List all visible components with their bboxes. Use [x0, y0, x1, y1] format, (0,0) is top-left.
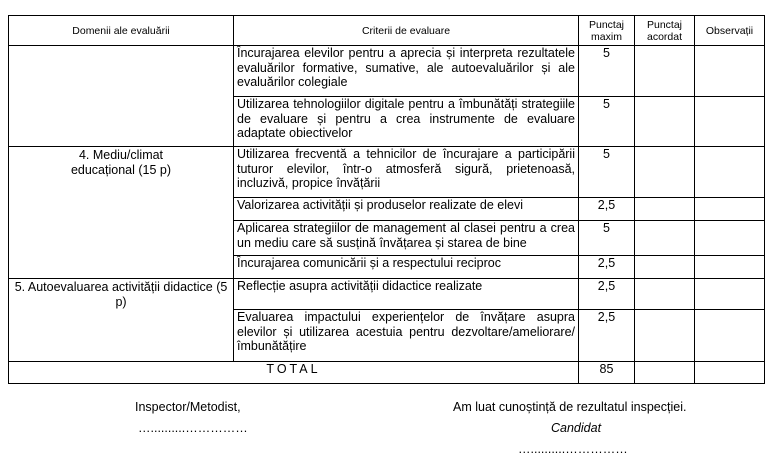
- criterion-cell: Încurajarea elevilor pentru a aprecia și interpreta rezultatele evaluărilor formative, sumative, ale autoevaluărilor și ale evaluărilor colegiale: [234, 46, 579, 97]
- observations-cell[interactable]: [695, 279, 765, 310]
- header-granted: Punctaj acordat: [635, 16, 695, 46]
- total-label: TOTAL: [9, 362, 579, 384]
- observations-cell[interactable]: [695, 310, 765, 362]
- criterion-cell: Evaluarea impactului experiențelor de învățare asupra elevilor și utilizarea acestuia pentru dezvoltare/ameliorare/ îmbunătățire: [234, 310, 579, 362]
- table-row: [9, 279, 765, 310]
- granted-cell[interactable]: [635, 279, 695, 310]
- inspector-signature-line: …..........……………: [138, 421, 248, 435]
- max-points-cell: 5: [579, 97, 635, 147]
- header-row: [9, 16, 765, 46]
- granted-cell[interactable]: [635, 310, 695, 362]
- candidate-signature-line: …..........……………: [518, 442, 628, 456]
- domain-label: 5. Autoevaluarea activității didactice (5 p): [14, 280, 228, 309]
- header-max-points: Punctaj maxim: [579, 16, 635, 46]
- observations-cell[interactable]: [695, 147, 765, 198]
- max-points-cell: 2,5: [579, 310, 635, 362]
- observations-cell[interactable]: [695, 46, 765, 97]
- header-criteria: Criterii de evaluare: [234, 16, 579, 46]
- granted-cell[interactable]: [635, 147, 695, 198]
- granted-cell[interactable]: [635, 198, 695, 221]
- candidate-label: Candidat: [551, 421, 602, 435]
- acknowledgement-text: Am luat cunoștință de rezultatul inspecției.: [453, 400, 687, 414]
- granted-cell[interactable]: [635, 46, 695, 97]
- domain-label: 4. Mediu/climat educațional (15 p): [70, 148, 172, 177]
- domain-cell: [9, 279, 234, 362]
- criterion-cell: Reflecție asupra activității didactice realizate: [234, 279, 579, 310]
- max-points-cell: 2,5: [579, 198, 635, 221]
- header-domains: Domenii ale evaluării: [9, 16, 234, 46]
- observations-cell[interactable]: [695, 221, 765, 256]
- table-row: [9, 147, 765, 198]
- table-row: [9, 46, 765, 97]
- total-granted-cell[interactable]: [635, 362, 695, 384]
- granted-cell[interactable]: [635, 97, 695, 147]
- criterion-cell: Utilizarea frecventă a tehnicilor de încurajare a participării tuturor elevilor, într-o atmosferă sigură, prietenoasă, incluzivă, propice învățării: [234, 147, 579, 198]
- domain-cell: [9, 46, 234, 147]
- total-observations-cell[interactable]: [695, 362, 765, 384]
- granted-cell[interactable]: [635, 256, 695, 279]
- max-points-cell: 5: [579, 221, 635, 256]
- criterion-cell: Aplicarea strategiilor de management al clasei pentru a crea un mediu care să susțină învățarea și starea de bine: [234, 221, 579, 256]
- inspector-label: Inspector/Metodist,: [135, 400, 241, 414]
- domain-cell: [9, 147, 234, 279]
- max-points-cell: 5: [579, 46, 635, 97]
- max-points-cell: 2,5: [579, 256, 635, 279]
- observations-cell[interactable]: [695, 198, 765, 221]
- observations-cell[interactable]: [695, 97, 765, 147]
- granted-cell[interactable]: [635, 221, 695, 256]
- max-points-cell: 2,5: [579, 279, 635, 310]
- criterion-cell: Utilizarea tehnologiilor digitale pentru a îmbunătăți strategiile de evaluare și pentru a crea instrumente de evaluare adaptate obiectivelor: [234, 97, 579, 147]
- total-value: 85: [579, 362, 635, 384]
- max-points-cell: 5: [579, 147, 635, 198]
- header-observations: Observații: [695, 16, 765, 46]
- evaluation-table: [8, 15, 765, 384]
- criterion-cell: Valorizarea activității și produselor realizate de elevi: [234, 198, 579, 221]
- observations-cell[interactable]: [695, 256, 765, 279]
- total-row: [9, 362, 765, 384]
- criterion-cell: Încurajarea comunicării și a respectului reciproc: [234, 256, 579, 279]
